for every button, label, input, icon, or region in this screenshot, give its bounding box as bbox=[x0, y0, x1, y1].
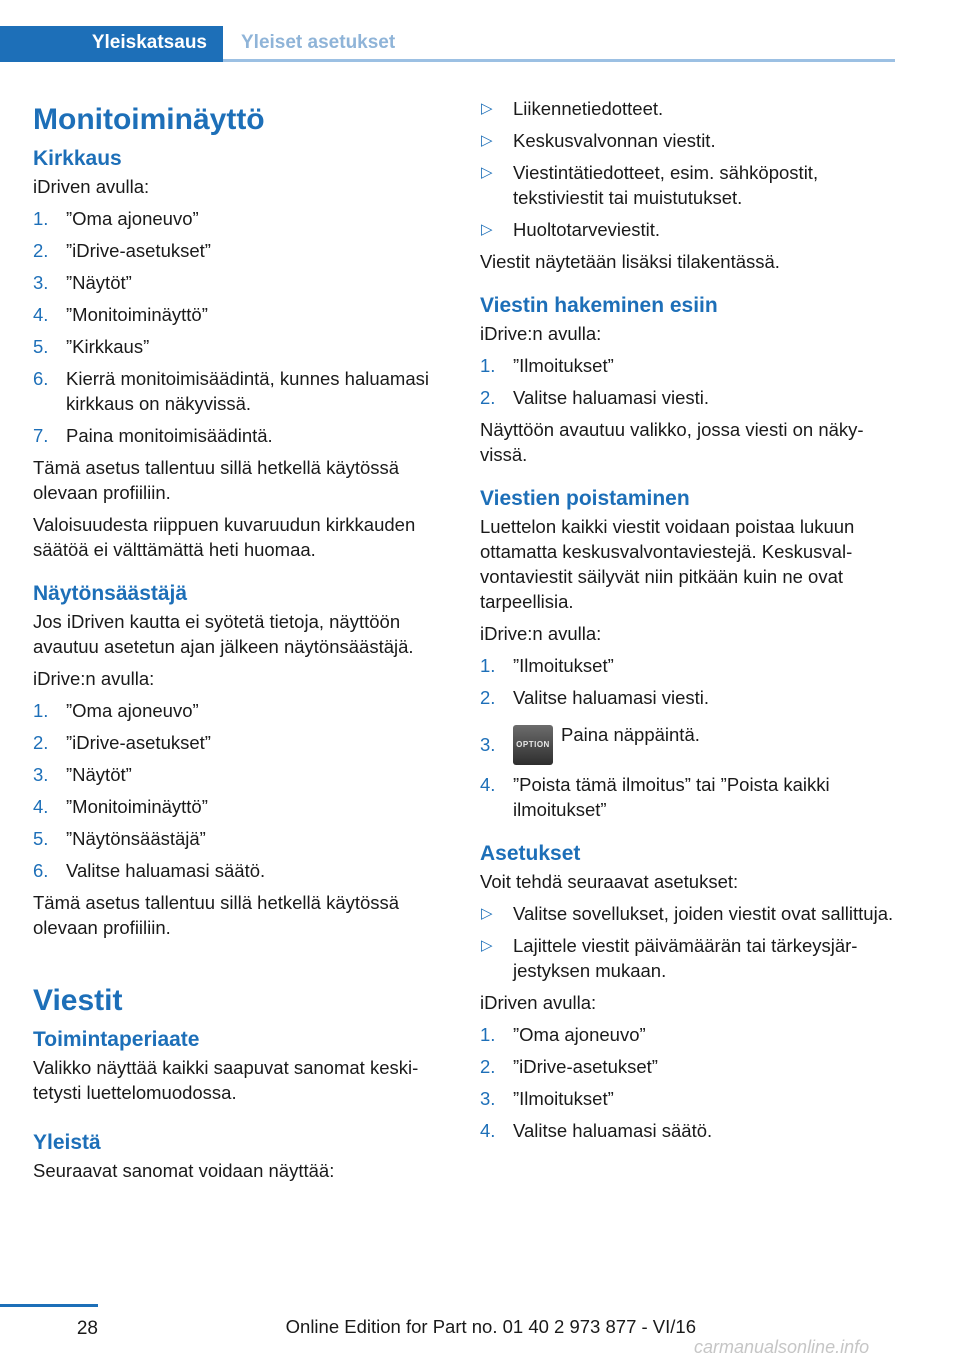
list-item bbox=[33, 858, 448, 883]
step-text: Valitse haluamasi säätö. bbox=[66, 860, 266, 881]
body-text: Luettelon kaikki viestit voidaan poistaa lukuun ottamatta keskusvalvontaviestejä. Keskusvalvontaviestit säilyvät niin pitkään kuin ne ovat tarpeellisia. bbox=[480, 516, 855, 612]
step-number: 3. bbox=[33, 764, 49, 785]
triangle-bullet-icon: ▷ bbox=[481, 221, 493, 238]
settings-list bbox=[480, 901, 895, 983]
step-text: Valitse haluamasi säätö. bbox=[513, 1120, 713, 1141]
step-text: ”iDrive-asetukset” bbox=[513, 1056, 658, 1077]
heading-toimintaperiaate: Toimintaperiaate bbox=[33, 1028, 200, 1051]
step-text: Valitse haluamasi viesti. bbox=[513, 687, 710, 708]
step-text: ”Oma ajoneuvo” bbox=[66, 208, 199, 229]
note-text: Näyttöön avautuu valikko, jossa viesti on näkyvissä. bbox=[480, 419, 864, 465]
body-text: Seuraavat sanomat voidaan näyttää: bbox=[33, 1160, 335, 1181]
step-number: 4. bbox=[33, 304, 49, 325]
steps-asetukset bbox=[480, 1022, 895, 1143]
bullet-text: Huoltotarveviestit. bbox=[513, 219, 661, 240]
step-text: ”Kirkkaus” bbox=[66, 336, 150, 357]
steps-naytonsaastaja bbox=[33, 698, 448, 883]
step-text: Kierrä monitoimisäädintä, kunnes haluamasi kirkkaus on näkyvissä. bbox=[66, 368, 429, 414]
heading-viestin-hakeminen: Viestin hakeminen esiin bbox=[480, 294, 718, 317]
list-item bbox=[33, 238, 448, 263]
step-text: Valitse haluamasi viesti. bbox=[513, 387, 710, 408]
intro-text: iDriven avulla: bbox=[480, 992, 597, 1013]
step-number: 3. bbox=[33, 272, 49, 293]
list-item bbox=[33, 826, 448, 851]
steps-kirkkaus bbox=[33, 206, 448, 448]
intro-text: iDrive:n avulla: bbox=[480, 323, 602, 344]
tab-yleiset-asetukset[interactable]: Yleiset asetukset bbox=[241, 32, 396, 53]
step-text: ”Näytöt” bbox=[66, 272, 132, 293]
list-item bbox=[33, 762, 448, 787]
step-number: 1. bbox=[33, 208, 49, 229]
triangle-bullet-icon: ▷ bbox=[481, 937, 493, 954]
list-item bbox=[480, 901, 895, 926]
step-number: 1. bbox=[480, 355, 496, 376]
list-item bbox=[480, 685, 895, 710]
step-number: 7. bbox=[33, 425, 49, 446]
step-number: 1. bbox=[480, 1024, 496, 1045]
step-number: 2. bbox=[33, 240, 49, 261]
list-item bbox=[33, 206, 448, 231]
list-item bbox=[480, 1054, 895, 1079]
step-text: ”Ilmoitukset” bbox=[513, 655, 614, 676]
section-title-monitoiminaytto: Monitoiminäyttö bbox=[33, 103, 265, 136]
list-item bbox=[480, 1086, 895, 1111]
list-item bbox=[480, 385, 895, 410]
heading-viestien-poistaminen: Viestien poistaminen bbox=[480, 487, 690, 510]
step-number: 4. bbox=[480, 1120, 496, 1141]
step-text: ”iDrive-asetukset” bbox=[66, 240, 211, 261]
step-number: 2. bbox=[480, 687, 496, 708]
step-text: ”Oma ajoneuvo” bbox=[513, 1024, 646, 1045]
intro-text: iDrive:n avulla: bbox=[33, 668, 155, 689]
list-item bbox=[480, 217, 895, 242]
list-item bbox=[480, 1118, 895, 1143]
list-item bbox=[33, 334, 448, 359]
step-text: ”Monitoiminäyttö” bbox=[66, 304, 208, 325]
tab-yleiskatsaus[interactable]: Yleiskatsaus bbox=[0, 26, 223, 62]
step-number: 5. bbox=[33, 828, 49, 849]
edition-text: Online Edition for Part no. 01 40 2 973 877 - VI/16 bbox=[285, 1316, 696, 1337]
heading-yleista: Yleistä bbox=[33, 1131, 101, 1154]
step-text: Paina monitoimisäädintä. bbox=[66, 425, 273, 446]
body-text: Valikko näyttää kaikki saapuvat sanomat keskitetysti luettelomuodossa. bbox=[33, 1057, 419, 1103]
list-item bbox=[33, 270, 448, 295]
bullet-text: Liikennetiedotteet. bbox=[513, 98, 664, 119]
list-item bbox=[480, 96, 895, 121]
right-column bbox=[480, 96, 895, 1150]
step-text: ”Poista tämä ilmoitus” tai ”Poista kaikki ilmoitukset” bbox=[513, 774, 830, 820]
watermark: carmanualsonline.info bbox=[694, 1337, 870, 1357]
list-item bbox=[33, 302, 448, 327]
body-text: Jos iDriven kautta ei syötetä tietoja, näyttöön avautuu asetetun ajan jälkeen näytönsäästäjä. bbox=[33, 611, 414, 657]
steps-hakeminen bbox=[480, 353, 895, 410]
step-number: 6. bbox=[33, 368, 49, 389]
list-item bbox=[480, 160, 895, 210]
step-text: ”Näytöt” bbox=[66, 764, 132, 785]
list-item bbox=[33, 698, 448, 723]
header-bar bbox=[0, 26, 895, 62]
list-item bbox=[33, 366, 448, 416]
step-number: 2. bbox=[480, 387, 496, 408]
note-text: Valoisuudesta riippuen kuvaruudun kirkkauden säätöä ei välttämättä heti huomaa. bbox=[33, 514, 416, 560]
list-item bbox=[33, 730, 448, 755]
step-number: 6. bbox=[33, 860, 49, 881]
step-text: ”Oma ajoneuvo” bbox=[66, 700, 199, 721]
intro-text: iDriven avulla: bbox=[33, 176, 150, 197]
bullet-text: Viestintätiedotteet, esim. sähköpostit, tekstiviestit tai muistutukset. bbox=[513, 162, 819, 208]
list-item bbox=[480, 772, 895, 822]
message-types-list bbox=[480, 96, 895, 242]
list-item bbox=[480, 128, 895, 153]
bullet-text: Lajittele viestit päivämäärän tai tärkeysjärjestyksen mukaan. bbox=[513, 935, 858, 981]
list-item bbox=[480, 933, 895, 983]
step-number: 2. bbox=[33, 732, 49, 753]
list-item bbox=[480, 353, 895, 378]
triangle-bullet-icon: ▷ bbox=[481, 905, 493, 922]
step-number: 2. bbox=[480, 1056, 496, 1077]
bullet-text: Valitse sovellukset, joiden viestit ovat sallittuja. bbox=[513, 903, 894, 924]
body-text: Viestit näytetään lisäksi tilakentässä. bbox=[480, 251, 780, 272]
step-number: 3. bbox=[480, 734, 496, 755]
list-item bbox=[480, 1022, 895, 1047]
intro-text: iDrive:n avulla: bbox=[480, 623, 602, 644]
bullet-text: Keskusvalvonnan viestit. bbox=[513, 130, 716, 151]
triangle-bullet-icon: ▷ bbox=[481, 132, 493, 149]
footer-divider bbox=[0, 1304, 98, 1307]
triangle-bullet-icon: ▷ bbox=[481, 164, 493, 181]
step-text: ”iDrive-asetukset” bbox=[66, 732, 211, 753]
note-text: Tämä asetus tallentuu sillä hetkellä käytössä olevaan profiiliin. bbox=[33, 457, 400, 503]
steps-poistaminen bbox=[480, 653, 895, 822]
note-text: Tämä asetus tallentuu sillä hetkellä käytössä olevaan profiiliin. bbox=[33, 892, 400, 938]
step-number: 1. bbox=[480, 655, 496, 676]
list-item bbox=[480, 653, 895, 678]
step-number: 4. bbox=[480, 774, 496, 795]
step-text: ”Monitoiminäyttö” bbox=[66, 796, 208, 817]
left-column bbox=[33, 96, 448, 1190]
step-text: ”Näytönsäästäjä” bbox=[66, 828, 206, 849]
option-button-icon: OPTION bbox=[513, 725, 553, 765]
step-number: 4. bbox=[33, 796, 49, 817]
step-number: 5. bbox=[33, 336, 49, 357]
step-text: ”Ilmoitukset” bbox=[513, 355, 614, 376]
header-divider bbox=[223, 59, 895, 62]
heading-asetukset: Asetukset bbox=[480, 842, 581, 865]
body-text: Voit tehdä seuraavat asetukset: bbox=[480, 871, 739, 892]
step-number: 3. bbox=[480, 1088, 496, 1109]
list-item bbox=[33, 794, 448, 819]
step-number: 1. bbox=[33, 700, 49, 721]
step-text: ”Ilmoitukset” bbox=[513, 1088, 614, 1109]
step-text: Paina näppäintä. bbox=[561, 724, 700, 745]
section-title-viestit: Viestit bbox=[33, 984, 123, 1017]
heading-kirkkaus: Kirkkaus bbox=[33, 147, 122, 170]
triangle-bullet-icon: ▷ bbox=[481, 100, 493, 117]
list-item bbox=[33, 423, 448, 448]
list-item bbox=[480, 722, 895, 765]
page-number: 28 bbox=[76, 1318, 98, 1339]
heading-naytonsaastaja: Näytönsäästäjä bbox=[33, 582, 188, 605]
